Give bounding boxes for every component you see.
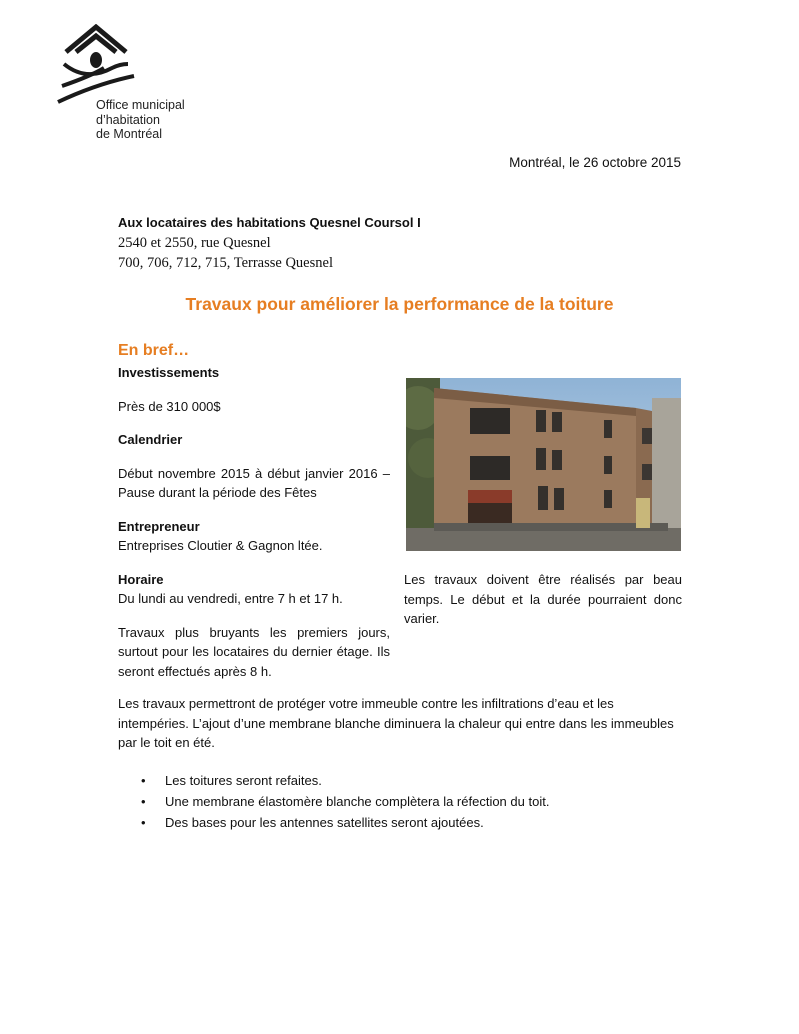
hours-value: Du lundi au vendredi, entre 7 h et 17 h. xyxy=(118,591,343,606)
investment-heading: Investissements xyxy=(118,365,220,380)
list-item: • Des bases pour les antennes satellites seront ajoutées. xyxy=(141,815,484,830)
org-name-line: d’habitation xyxy=(96,112,160,127)
list-item: • Les toitures seront refaites. xyxy=(141,773,322,788)
org-name-line: Office municipal xyxy=(96,98,185,112)
list-item: • Une membrane élastomère blanche complètera la réfection du toit. xyxy=(141,794,550,809)
organization-name xyxy=(96,98,185,142)
body-paragraph: Les travaux permettront de protéger votre immeuble contre les infiltrations d’eau et les intempéries. L’ajout d’une membrane blanche diminuera la chaleur qui entre dans les immeubles par le toit en été. xyxy=(118,696,674,750)
recipient-block xyxy=(118,213,421,273)
work-list xyxy=(118,770,682,833)
letter-date: Montréal, le 26 octobre 2015 xyxy=(509,155,681,170)
investment-value: Près de 310 000$ xyxy=(118,398,221,414)
hours-note: Travaux plus bruyants les premiers jours, surtout pour les locataires du dernier étage. Ils seront effectués après 8 h. xyxy=(118,624,390,679)
schedule-heading: Calendrier xyxy=(118,432,183,447)
headline: Travaux pour améliorer la performance de la toiture xyxy=(185,294,614,314)
omhm-logo-icon xyxy=(56,24,136,104)
building-photo xyxy=(406,378,681,551)
list-item-text: Une membrane élastomère blanche complètera la réfection du toit. xyxy=(165,794,550,809)
recipient-name: Aux locataires des habitations Quesnel Coursol I xyxy=(118,215,421,230)
address-line: 2540 et 2550, rue Quesnel xyxy=(118,235,271,251)
summary-column xyxy=(118,363,390,681)
schedule-value: Début novembre 2015 à début janvier 2016 – Pause durant la période des Fêtes xyxy=(118,465,390,500)
contractor-heading: Entrepreneur xyxy=(118,518,200,534)
summary-title: En bref… xyxy=(118,342,190,359)
contractor-value: Entreprises Cloutier & Gagnon ltée. xyxy=(118,538,323,553)
weather-note: Les travaux doivent être réalisés par beau temps. Le début et la durée pourraient donc varier. xyxy=(404,572,682,626)
list-item-text: Les toitures seront refaites. xyxy=(165,773,322,788)
list-item-text: Des bases pour les antennes satellites seront ajoutées. xyxy=(165,815,484,830)
org-name-line: de Montréal xyxy=(96,127,163,141)
address-line: 700, 706, 712, 715, Terrasse Quesnel xyxy=(118,255,333,271)
hours-heading: Horaire xyxy=(118,571,164,587)
